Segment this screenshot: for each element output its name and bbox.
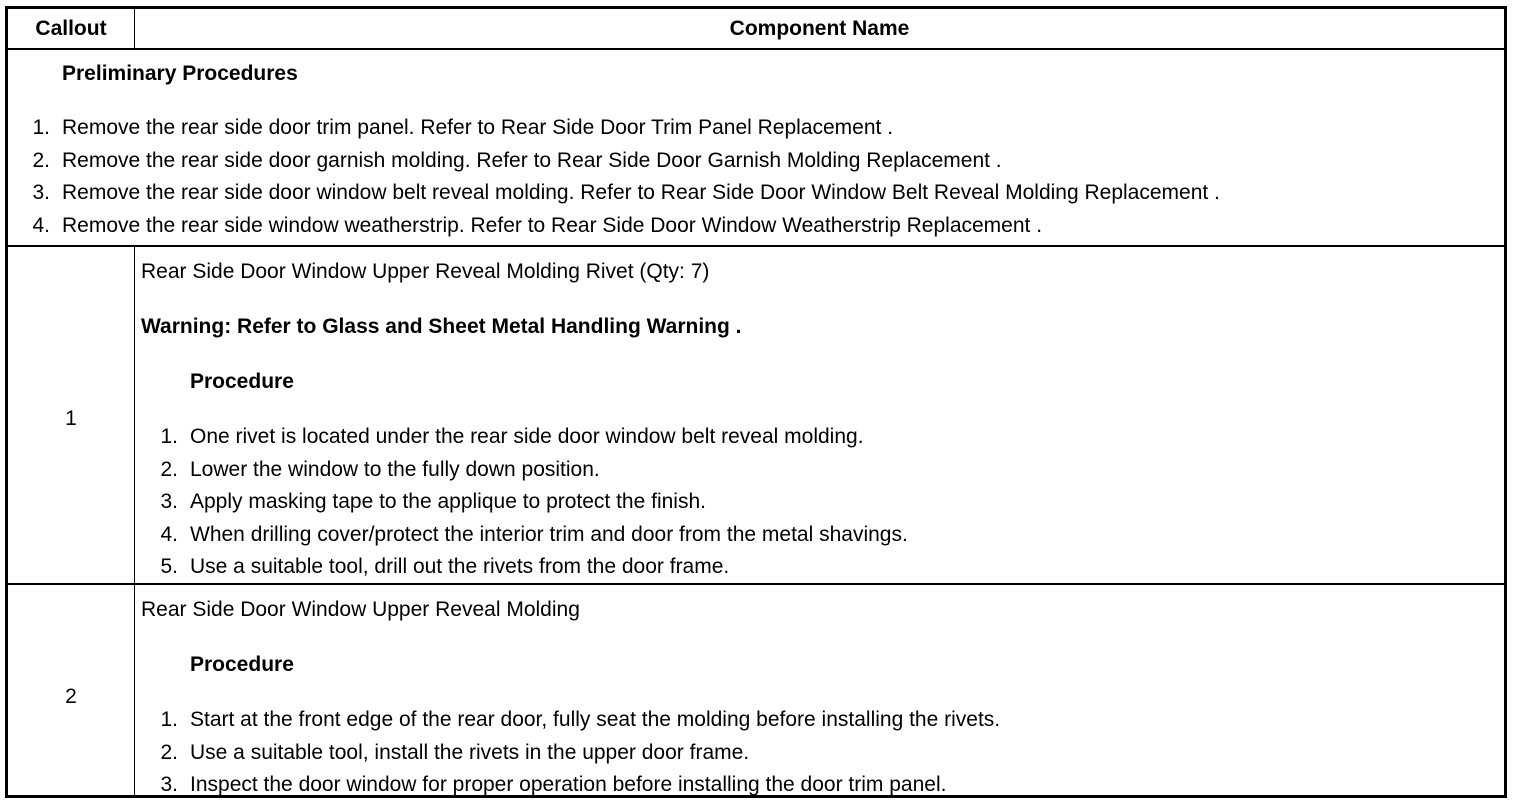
column-divider xyxy=(134,585,135,798)
procedure-step: Use a suitable tool, drill out the rivets from the door frame. xyxy=(190,555,730,578)
component-table xyxy=(5,6,1507,798)
preliminary-step: Remove the rear side door garnish molding. Refer to Rear Side Door Garnish Molding Replacement . xyxy=(62,149,1002,172)
step-number: 1. xyxy=(160,708,178,731)
step-number: 2. xyxy=(160,458,178,481)
step-number: 3. xyxy=(160,490,178,513)
procedure-step: Use a suitable tool, install the rivets in the upper door frame. xyxy=(190,741,750,764)
preliminary-procedures-row xyxy=(8,50,1504,247)
procedure-step: Inspect the door window for proper operation before installing the door trim panel. xyxy=(190,773,947,796)
table-header-row xyxy=(8,9,1504,50)
preliminary-step: Remove the rear side window weatherstrip. Refer to Rear Side Door Window Weatherstrip Replacement . xyxy=(62,214,1043,237)
step-number: 1. xyxy=(32,116,50,139)
step-number: 5. xyxy=(160,555,178,578)
step-number: 3. xyxy=(160,773,178,796)
preliminary-title: Preliminary Procedures xyxy=(62,62,298,85)
table-row-callout-1 xyxy=(8,247,1504,585)
column-divider xyxy=(134,247,135,583)
step-number: 2. xyxy=(160,741,178,764)
procedure-step: Lower the window to the fully down position. xyxy=(190,458,600,481)
step-number: 3. xyxy=(32,181,50,204)
procedure-title: Procedure xyxy=(190,653,294,676)
step-number: 1. xyxy=(160,425,178,448)
step-number: 4. xyxy=(160,523,178,546)
step-number: 2. xyxy=(32,149,50,172)
component-name: Rear Side Door Window Upper Reveal Molding xyxy=(141,598,580,621)
procedure-step: Start at the front edge of the rear door, fully seat the molding before installing the rivets. xyxy=(190,708,1001,731)
procedure-step: One rivet is located under the rear side door window belt reveal molding. xyxy=(190,425,864,448)
callout-number: 2 xyxy=(65,685,77,708)
step-number: 4. xyxy=(32,214,50,237)
procedure-step: Apply masking tape to the applique to protect the finish. xyxy=(190,490,706,513)
table-row-callout-2 xyxy=(8,585,1504,798)
preliminary-step: Remove the rear side door window belt reveal molding. Refer to Rear Side Door Window Belt Reveal Molding Replacement . xyxy=(62,181,1220,204)
header-component-name: Component Name xyxy=(729,17,910,40)
warning-text: Warning: Refer to Glass and Sheet Metal Handling Warning . xyxy=(141,315,742,338)
header-callout: Callout xyxy=(35,17,107,40)
procedure-step: When drilling cover/protect the interior trim and door from the metal shavings. xyxy=(190,523,908,546)
procedure-title: Procedure xyxy=(190,370,294,393)
preliminary-step: Remove the rear side door trim panel. Refer to Rear Side Door Trim Panel Replacement . xyxy=(62,116,894,139)
component-name: Rear Side Door Window Upper Reveal Molding Rivet (Qty: 7) xyxy=(141,260,710,283)
callout-number: 1 xyxy=(65,407,77,430)
